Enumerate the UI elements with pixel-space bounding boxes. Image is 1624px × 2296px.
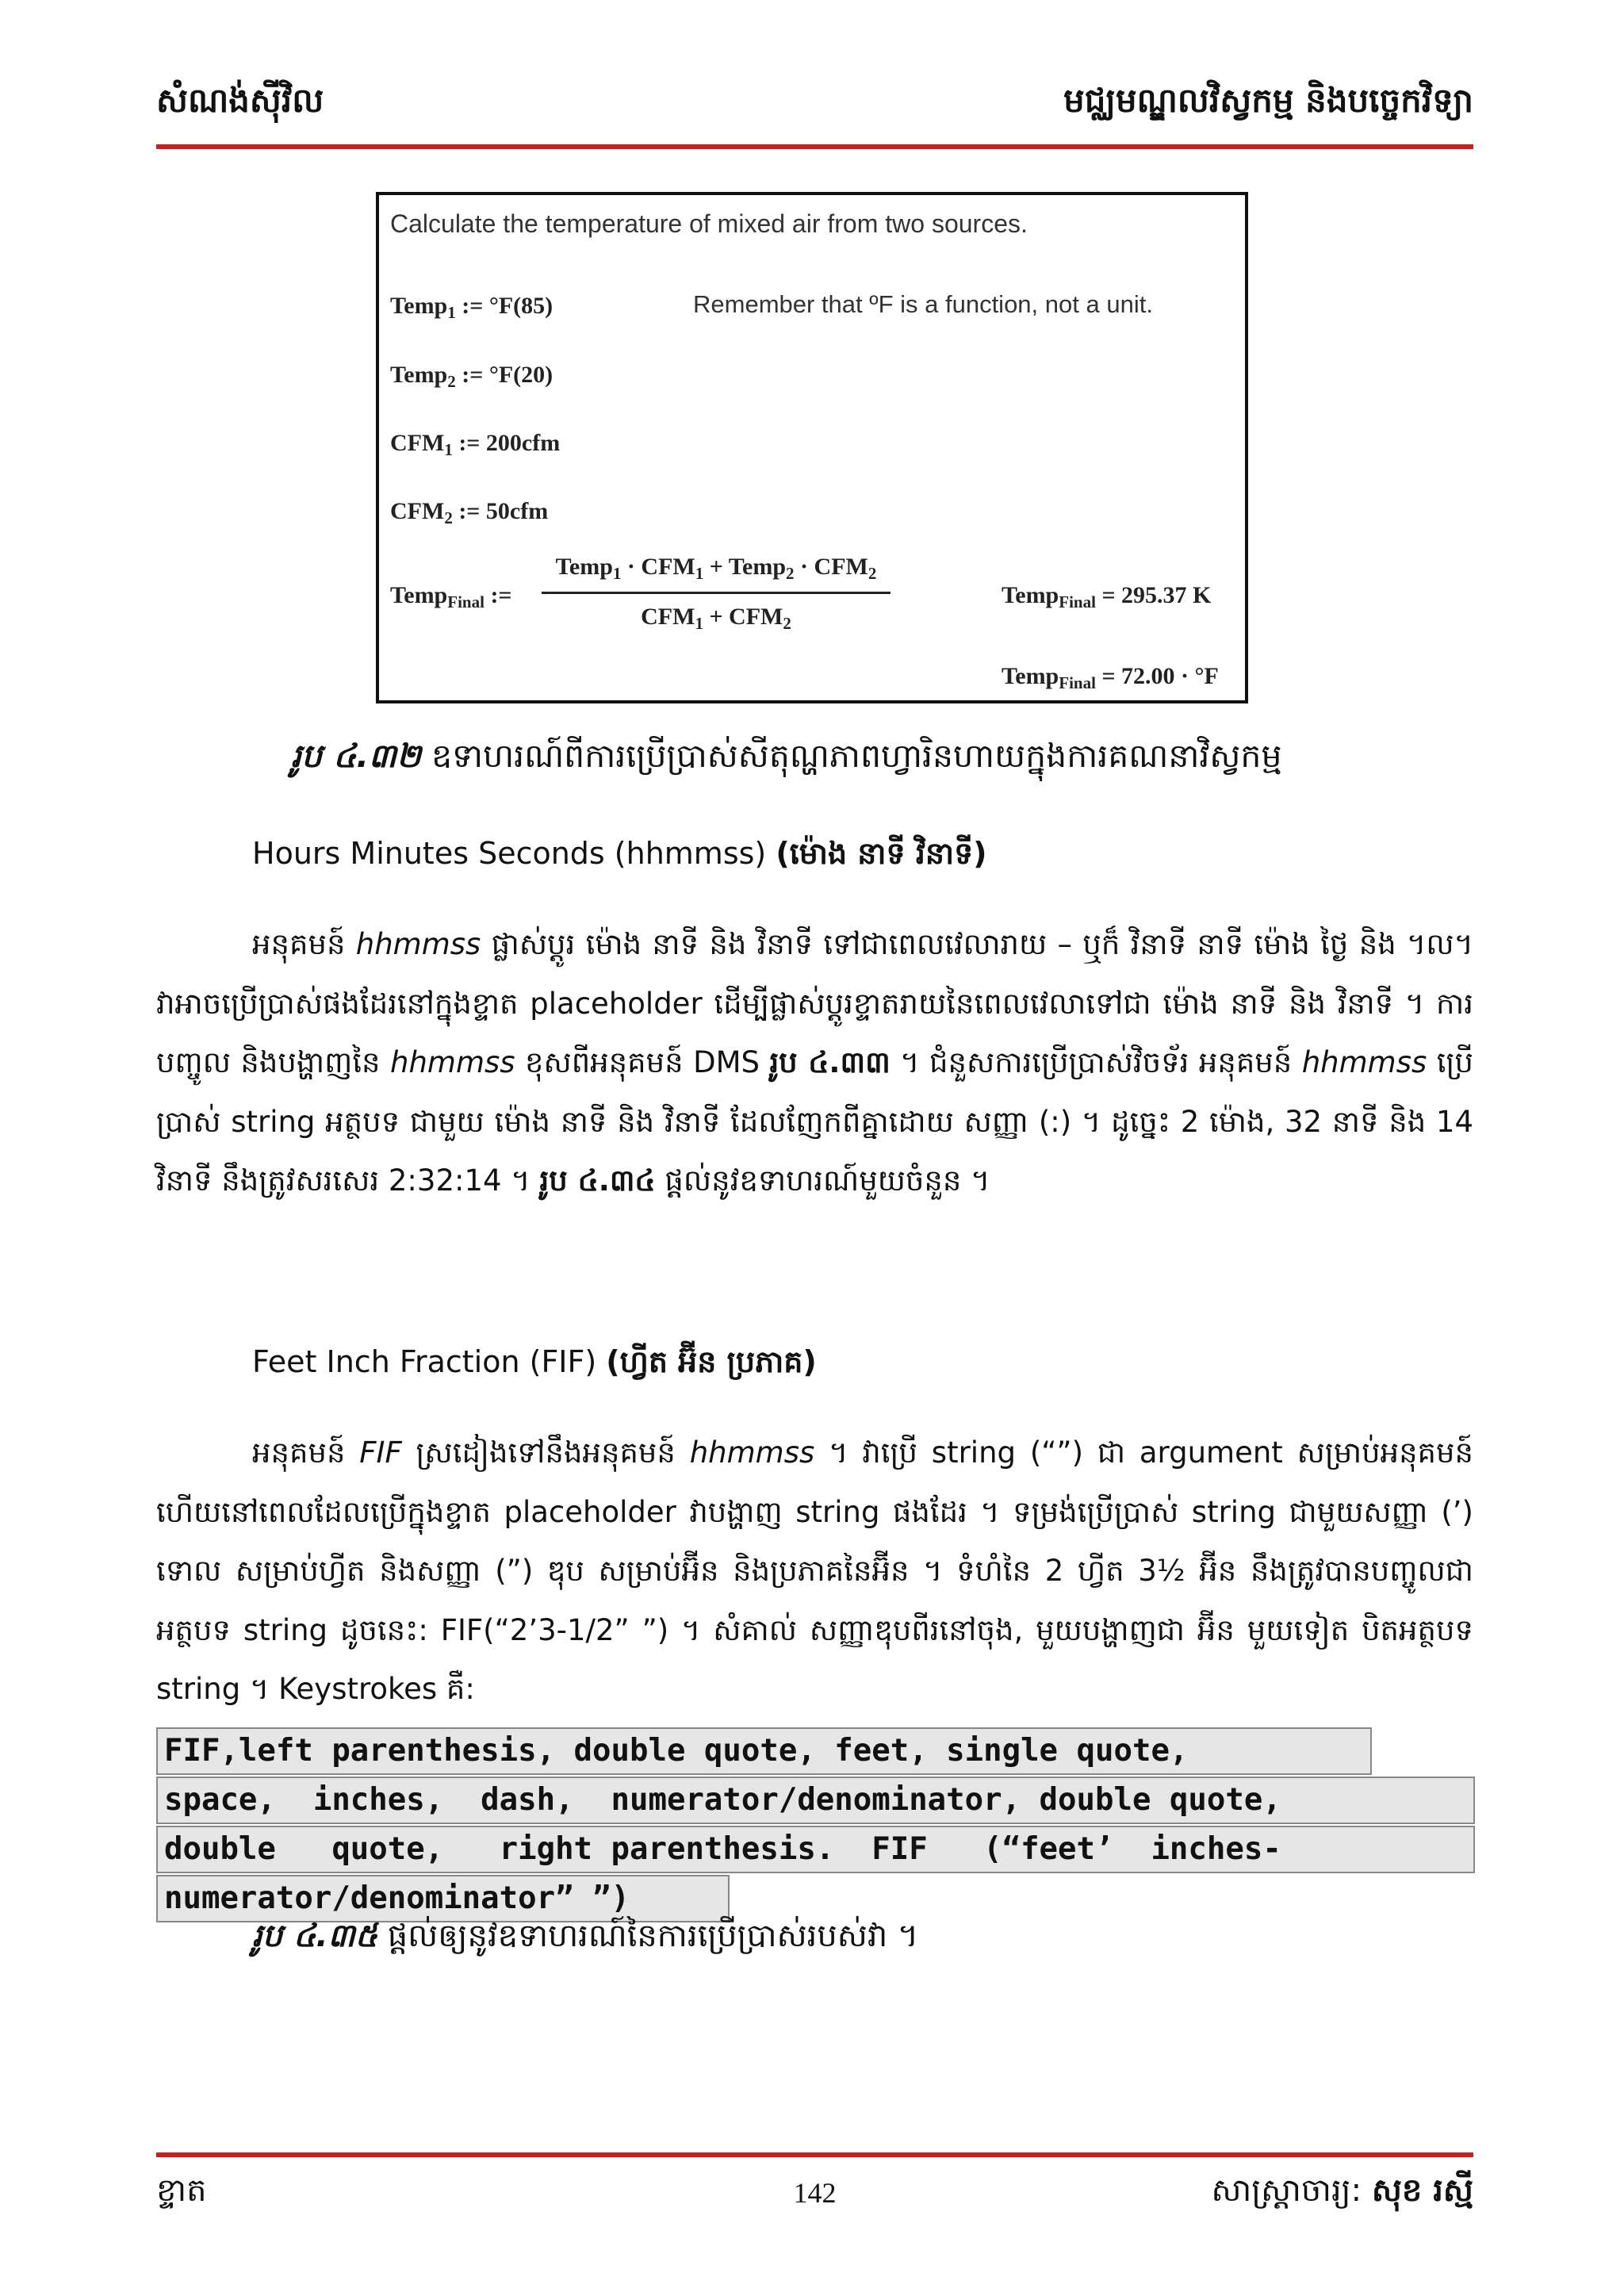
code-line: space, inches, dash, numerator/denominator, double quote, bbox=[156, 1777, 1475, 1824]
footer-divider bbox=[156, 2152, 1473, 2157]
result-kelvin: Temp$_{Final}$ = 295.37 K bbox=[1002, 582, 1212, 611]
header-right-title: មជ្ឈមណ្ឌលវិស្វកម្ម និងបច្ចេកវិទ្យា bbox=[1063, 81, 1473, 120]
cfm1-definition: $CFM_1$ := 200cfm bbox=[390, 430, 561, 459]
page-header bbox=[156, 76, 1473, 140]
fraction-denominator: $CFM_1 + CFM_2$ bbox=[641, 604, 791, 633]
temp-final-lhs: Temp$_{Final}$ := bbox=[390, 582, 512, 611]
mixing-fraction bbox=[542, 554, 891, 634]
footer-left-label: ខ្ទាត bbox=[156, 2172, 207, 2209]
paragraph-hhmmss: អនុគមន៍ hhmmss ផ្លាស់ប្តូរ ម៉ោង នាទី និង វិនាទី ទៅជាពេលវេលារាយ – ឬក៏ វិនាទី នាទី ម៉ោង ថ្ងៃ និង ។ល។ វាអាចប្រើប្រាស់ផងដែរនៅក្នុងខ្ទាត placeholder ដើម្បីផ្លាស់ប្តូរខ្ទាតរាយនៃពេលវេលាទៅជា ម៉ោង នាទី និង វិនាទី ។ ការបញ្ចូល និងបង្ហាញនៃ hhmmss ខុសពីអនុគមន៍ DMS រូប ៤.៣៣ ។ ជំនួសការប្រើប្រាស់វិចទ័រ អនុគមន៍ hhmmss ប្រើប្រាស់ string អត្ថបទ ជាមួយ ម៉ោង នាទី និង វិនាទី ដែលញែកពីគ្នាដោយ សញ្ញា (:) ។ ដូច្នេះ 2 ម៉ោង, 32 នាទី និង 14 វិនាទី នឹងត្រូវសរសេរ 2:32:14 ។ រូប ៤.៣៤ ផ្តល់នូវឧទាហរណ៍មួយចំនួន ។ bbox=[156, 927, 1474, 1198]
header-left-title: សំណង់ស៊ីវិល bbox=[156, 81, 324, 120]
temp1-definition: Temp$_1$ := °F(85) bbox=[390, 293, 553, 322]
figure-reference-line: រូប ៤.៣៥ ផ្តល់ឲ្យនូវឧទាហរណ៍នៃការប្រើប្រាស់របស់វា ។ bbox=[252, 1918, 919, 1954]
figure-title: Calculate the temperature of mixed air from two sources. bbox=[390, 209, 1028, 238]
mathcad-figure bbox=[376, 192, 1248, 703]
header-divider bbox=[156, 144, 1473, 149]
section-heading-hhmmss: Hours Minutes Seconds (hhmmss) (ម៉ោង នាទី វិនាទី) bbox=[252, 836, 987, 871]
code-line: numerator/denominator” ”) bbox=[156, 1875, 730, 1922]
result-fahrenheit: Temp$_{Final}$ = 72.00 · °F bbox=[1002, 663, 1219, 692]
figure-caption: រូប ៤.៣២ ឧទាហរណ៍ពីការប្រើប្រាស់សីតុណ្ហភាពហ្វារិនហាយក្នុងការគណនាវិស្វកម្ម bbox=[291, 737, 1282, 775]
page-footer bbox=[156, 2165, 1473, 2221]
code-line: double quote, right parenthesis. FIF (“feet’ inches- bbox=[156, 1826, 1475, 1873]
code-line: FIF,left parenthesis, double quote, feet, single quote, bbox=[156, 1727, 1372, 1775]
temp2-definition: Temp$_2$ := °F(20) bbox=[390, 362, 553, 391]
fraction-numerator: Temp$_1$ · $CFM_1$ + Temp$_2$ · $CFM_2$ bbox=[555, 554, 877, 583]
cfm2-definition: $CFM_2$ := 50cfm bbox=[390, 498, 549, 527]
paragraph-fif: អនុគមន៍ FIF ស្រដៀងទៅនឹងអនុគមន៍ hhmmss ។ វាប្រើ string (“”) ជា argument សម្រាប់អនុគមន៍ ហើយនៅពេលដែលប្រើក្នុងខ្ទាត placeholder វាបង្ហាញ string ផងដែរ ។ ទម្រង់ប្រើប្រាស់ string ជាមួយសញ្ញា (’) ទោល សម្រាប់ហ្វីត និងសញ្ញា (”) ឌុប សម្រាប់អ៊ីន និងប្រភាគនៃអ៊ីន ។ ទំហំនៃ 2 ហ្វីត 3½ អ៊ីន នឹងត្រូវបានបញ្ចូលជាអត្ថបទ string ដូចនេះ: FIF(“2’3-1/2” ”) ។ សំគាល់ សញ្ញាឌុបពីរនៅចុង, មួយបង្ហាញជា អ៊ីន មួយទៀត បិតអត្ថបទ string ។ Keystrokes គឺ: bbox=[156, 1435, 1474, 1706]
keystrokes-code-block bbox=[156, 1727, 1475, 1924]
footer-author: សាស្ត្រាចារ្យ: សុខ រស្មី bbox=[1211, 2172, 1473, 2209]
section-heading-fif: Feet Inch Fraction (FIF) (ហ្វីត អ៊ីន ប្រភាគ) bbox=[252, 1344, 817, 1379]
figure-note: Remember that ºF is a function, not a unit. bbox=[693, 290, 1153, 318]
page-number: 142 bbox=[793, 2177, 837, 2209]
